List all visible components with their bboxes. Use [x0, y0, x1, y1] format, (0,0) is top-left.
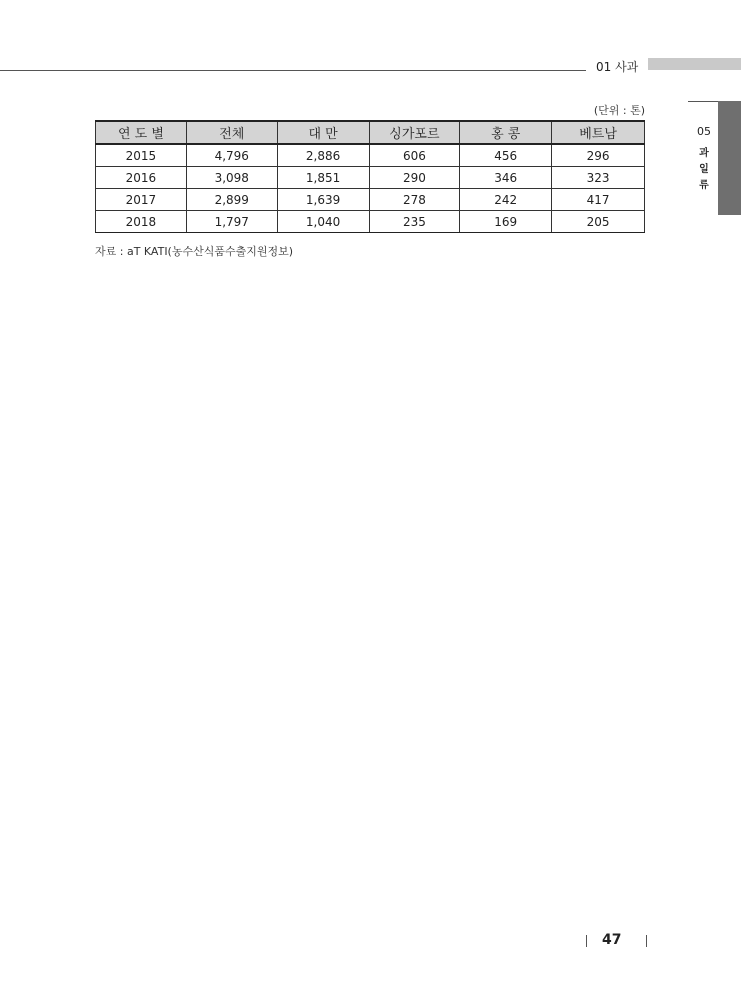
table-cell: 2016	[96, 167, 187, 189]
table-cell: 2018	[96, 211, 187, 233]
table-cell: 346	[460, 167, 552, 189]
table-cell: 1,040	[277, 211, 369, 233]
side-tab-char: 일	[699, 164, 709, 175]
table-cell: 456	[460, 144, 552, 167]
table-cell: 235	[369, 211, 460, 233]
table-cell: 2,899	[186, 189, 277, 211]
table-row	[96, 144, 645, 167]
header-rule	[0, 70, 586, 71]
column-header: 연 도 별	[96, 121, 187, 144]
unit-note: (단위 : 톤)	[593, 104, 645, 117]
side-tab-rule	[688, 101, 718, 102]
table-cell: 2017	[96, 189, 187, 211]
table-row	[96, 167, 645, 189]
page-number: 47	[602, 932, 622, 948]
column-header: 베트남	[552, 121, 645, 144]
table-cell: 169	[460, 211, 552, 233]
side-tab-marker	[718, 101, 741, 215]
page-footer	[586, 932, 648, 952]
table-cell: 1,851	[277, 167, 369, 189]
table-cell: 4,796	[186, 144, 277, 167]
table-cell: 1,639	[277, 189, 369, 211]
table-row	[96, 211, 645, 233]
table-cell: 323	[552, 167, 645, 189]
table-cell: 2015	[96, 144, 187, 167]
table-header-row	[96, 121, 645, 144]
table-cell: 1,797	[186, 211, 277, 233]
source-note: 자료 : aT KATI(농수산식품수출지원정보)	[95, 245, 294, 258]
table-cell: 242	[460, 189, 552, 211]
export-table	[95, 120, 645, 233]
column-header: 홍 콩	[460, 121, 552, 144]
side-tab-label	[693, 146, 715, 194]
footer-divider	[646, 935, 647, 947]
table-cell: 278	[369, 189, 460, 211]
header-accent-bar	[648, 58, 741, 70]
table-cell: 2,886	[277, 144, 369, 167]
side-tab-number: 05	[697, 125, 711, 138]
side-tab-char: 류	[699, 180, 709, 191]
table-cell: 290	[369, 167, 460, 189]
column-header: 전체	[186, 121, 277, 144]
table-cell: 205	[552, 211, 645, 233]
table-cell: 296	[552, 144, 645, 167]
footer-divider	[586, 935, 587, 947]
column-header: 싱가포르	[369, 121, 460, 144]
chapter-title: 01 사과	[596, 60, 639, 74]
table-cell: 417	[552, 189, 645, 211]
column-header: 대 만	[277, 121, 369, 144]
side-tab-char: 과	[699, 148, 709, 159]
table-cell: 606	[369, 144, 460, 167]
table-row	[96, 189, 645, 211]
table-cell: 3,098	[186, 167, 277, 189]
